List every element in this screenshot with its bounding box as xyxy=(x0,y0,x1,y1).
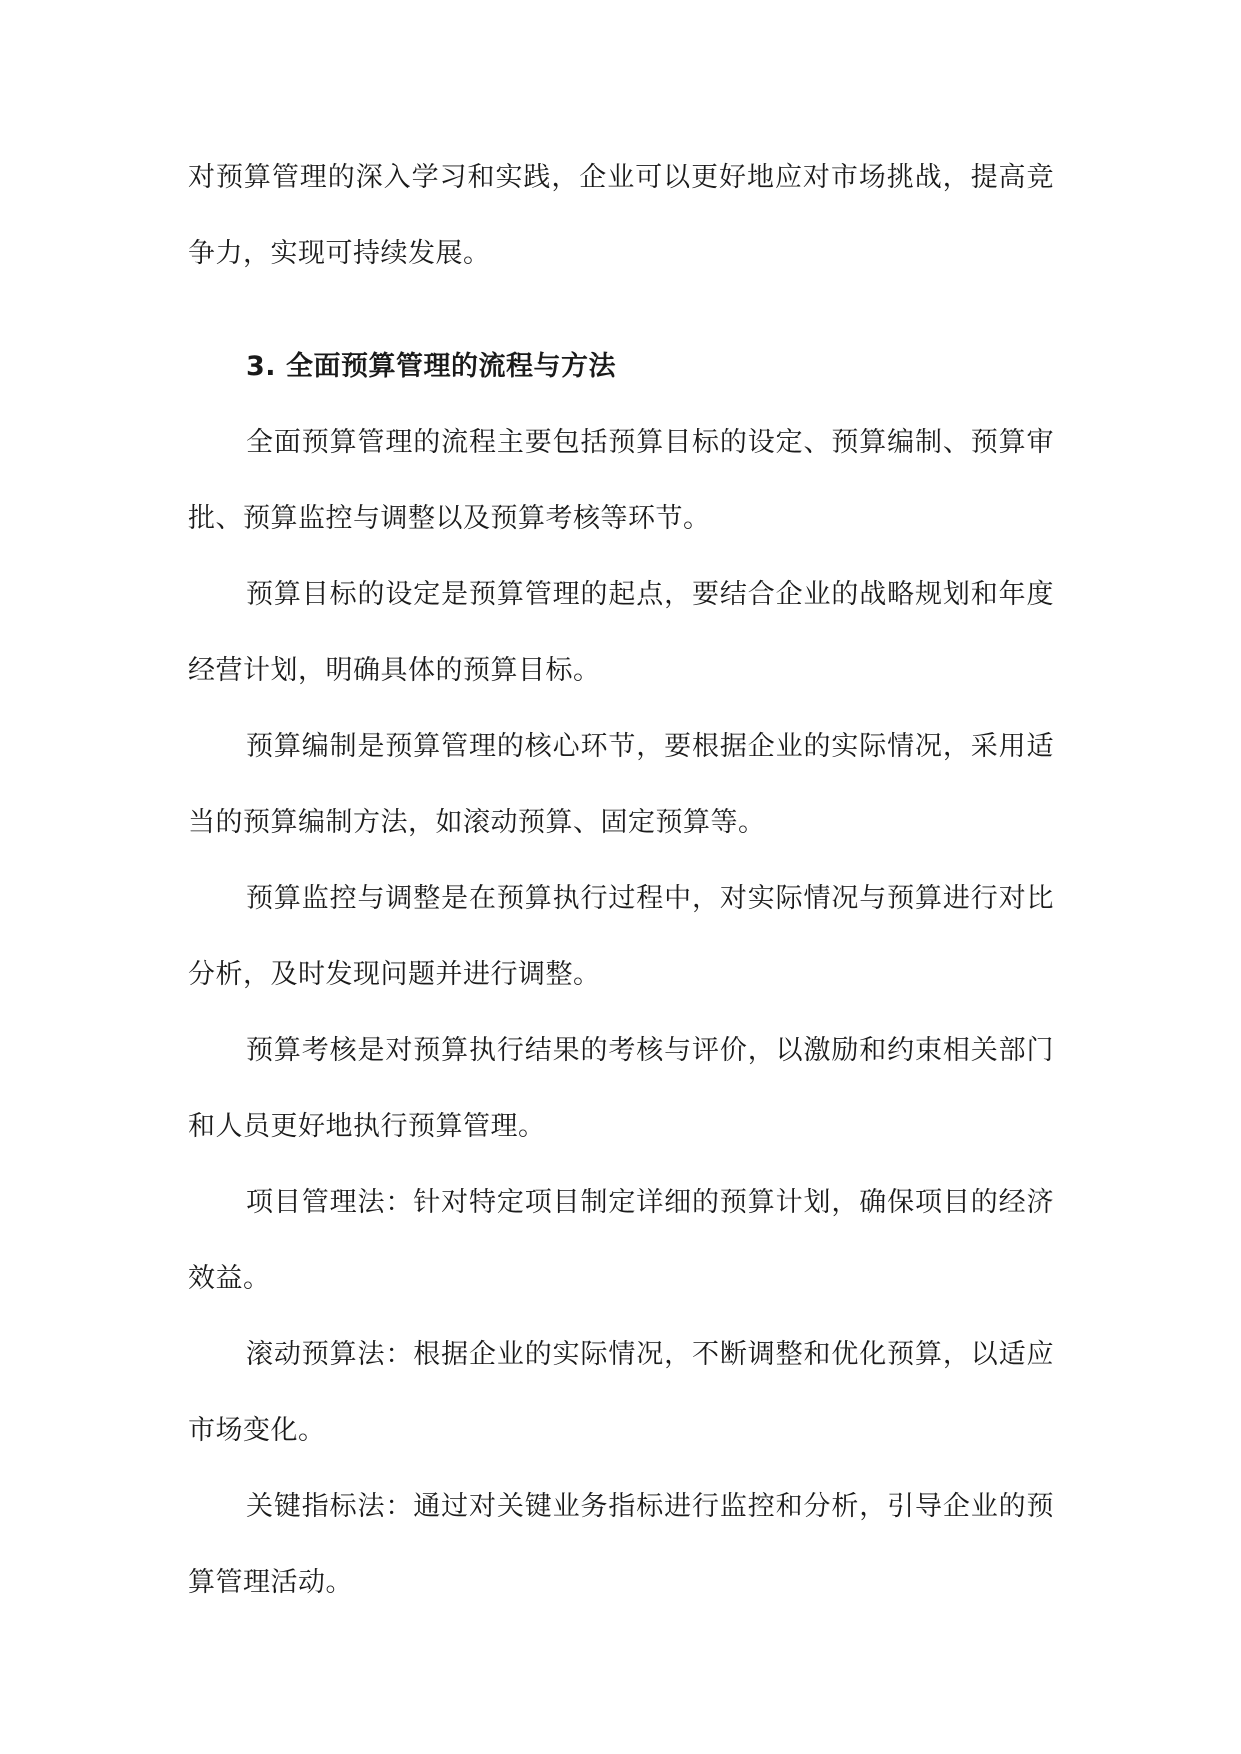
paragraph-rolling-budget-method: 滚动预算法：根据企业的实际情况，不断调整和优化预算，以适应市场变化。 xyxy=(188,1339,1054,1446)
paragraph-project-management-method: 项目管理法：针对特定项目制定详细的预算计划，确保项目的经济效益。 xyxy=(188,1187,1054,1294)
paragraph-budget-assessment: 预算考核是对预算执行结果的考核与评价，以激励和约束相关部门和人员更好地执行预算管理。 xyxy=(188,1035,1054,1142)
document-body xyxy=(188,140,1054,1621)
paragraph-process-overview: 全面预算管理的流程主要包括预算目标的设定、预算编制、预算审批、预算监控与调整以及预算考核等环节。 xyxy=(188,427,1054,534)
paragraph-target-setting: 预算目标的设定是预算管理的起点，要结合企业的战略规划和年度经营计划，明确具体的预算目标。 xyxy=(188,579,1054,686)
paragraph-budget-preparation: 预算编制是预算管理的核心环节，要根据企业的实际情况，采用适当的预算编制方法，如滚动预算、固定预算等。 xyxy=(188,731,1054,838)
paragraph-key-indicator-method: 关键指标法：通过对关键业务指标进行监控和分析，引导企业的预算管理活动。 xyxy=(188,1491,1054,1598)
paragraph-continuation: 对预算管理的深入学习和实践，企业可以更好地应对市场挑战，提高竞争力，实现可持续发展。 xyxy=(188,162,1054,269)
paragraph-monitoring-adjustment: 预算监控与调整是在预算执行过程中，对实际情况与预算进行对比分析，及时发现问题并进行调整。 xyxy=(188,883,1054,990)
section-heading: 3. 全面预算管理的流程与方法 xyxy=(246,351,616,382)
